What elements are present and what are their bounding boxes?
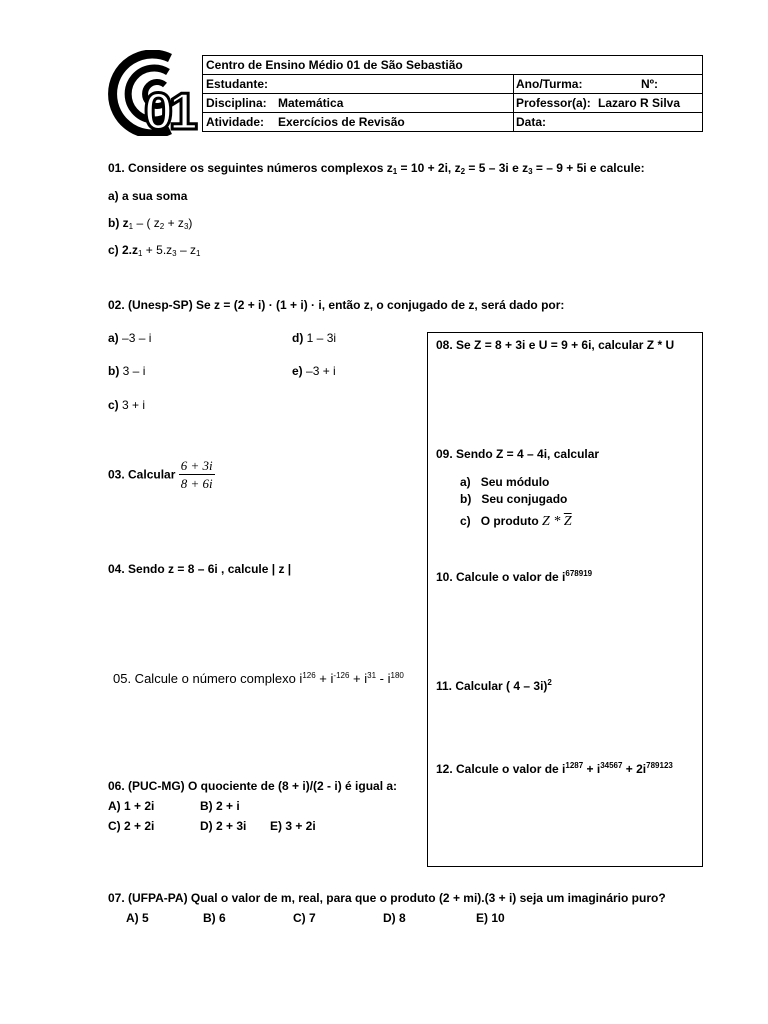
question-01-b: b) $z_1$ – ( $z_2 + z_3$) [108,216,193,231]
date-label: Data: [516,115,547,129]
header-row-school [203,56,702,75]
question-08: 08. Se Z = 8 + 3i e U = 9 + 6i, calcular Z * U [436,338,675,352]
q6-option-a: A) 1 + 2i [108,799,155,813]
header-row-student [203,75,702,94]
q9-item-c: c) O produto Z * $\overline{Z}$ [460,514,572,529]
q7-option-c: C) 7 [293,911,316,925]
school-logo [108,50,200,141]
q2-option-b: b) 3 – i [108,364,146,378]
school-name: Centro de Ensino Médio 01 de São Sebastião [206,58,463,72]
question-10: 10. Calcule o valor de $i^{678919}$ [436,569,593,584]
q6-option-d: D) 2 + 3i [200,819,247,833]
question-04: 04. Sendo z = 8 – 6i , calcule | z | [108,562,292,576]
header-table [202,55,703,132]
question-01: 01. Considere os seguintes números complexos $z_1 = 10 + 2i$, $z_2 = 5 - 3i$ e $z_3$ = – 9 + 5i e calcule: [108,161,645,176]
q9-item-a: a) Seu módulo [460,475,550,489]
q6-option-c: C) 2 + 2i [108,819,155,833]
student-label: Estudante: [206,77,269,91]
question-12: 12. Calcule o valor de $i^{1287} + i^{34567} + 2i^{789123}$ [436,761,673,776]
teacher-value: Lazaro R Silva [598,96,681,110]
q7-option-d: D) 8 [383,911,406,925]
activity-value: Exercícios de Revisão [278,115,405,129]
teacher-label: Professor(a): [516,96,591,110]
question-11: 11. Calcular ( 4 – 3i)$^2$ [436,678,552,693]
number-label: Nº: [641,77,659,91]
q7-option-e: E) 10 [476,911,505,925]
q7-option-b: B) 6 [203,911,226,925]
q3-fraction: $\frac{6 + 3i}{8 + 6i}$ [180,458,213,491]
question-03: 03. Calcular $\frac{6 + 3i}{8 + 6i}$ [108,458,213,491]
q7-option-a: A) 5 [126,911,149,925]
activity-label: Atividade: [206,115,265,129]
question-05: 05. Calcule o número complexo $i^{126} + i^{-126} + i^{31} - i^{180}$ [113,671,404,686]
q2-option-e: e) –3 + i [292,364,336,378]
subject-label: Disciplina: [206,96,267,110]
year-label: Ano/Turma: [516,77,583,91]
question-02: 02. (Unesp-SP) Se z = (2 + i) · (1 + i) · i, então z, o conjugado de z, será dado por: [108,298,565,312]
subject-value: Matemática [278,96,344,110]
q2-option-d: d) 1 – 3i [292,331,337,345]
header-divider [513,75,514,131]
q2-option-c: c) 3 + i [108,398,146,412]
header-row-activity [203,113,702,132]
q2-option-a: a) –3 – i [108,331,152,345]
q6-option-e: E) 3 + 2i [270,819,316,833]
right-question-box [427,332,703,867]
question-01-a: a) a sua soma [108,189,188,203]
question-09: 09. Sendo Z = 4 – 4i, calcular [436,447,600,461]
q9-item-b: b) Seu conjugado [460,492,568,506]
q9-product-expression: Z * $\overline{Z}$ [542,514,572,529]
question-07: 07. (UFPA-PA) Qual o valor de m, real, para que o produto (2 + mi).(3 + i) seja um imaginário puro? [108,891,666,905]
q6-option-b: B) 2 + i [200,799,240,813]
header-row-subject [203,94,702,113]
logo-text: 01 [144,83,194,141]
question-06: 06. (PUC-MG) O quociente de (8 + i)/(2 - i) é igual a: [108,779,398,793]
question-01-c: c) $2.z_1 + 5.z_3 - z_1$ [108,243,201,258]
